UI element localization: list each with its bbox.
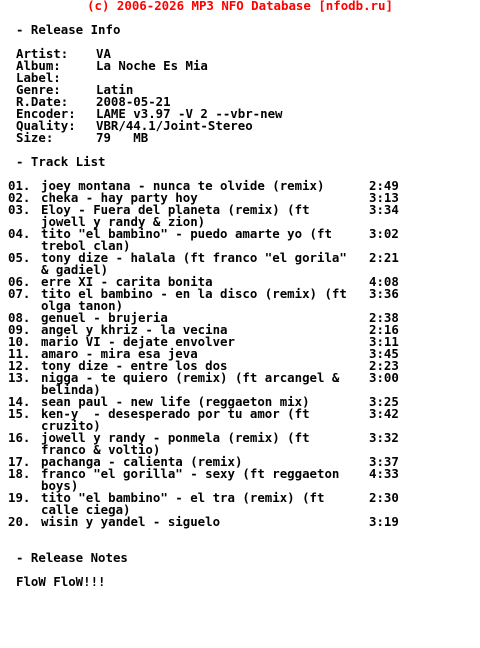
track-number: 05. bbox=[8, 250, 31, 265]
info-label-encoder: Encoder: bbox=[16, 106, 76, 121]
track-number: 06. bbox=[8, 274, 31, 289]
track-duration: 3:36 bbox=[369, 286, 399, 301]
track-title: joey montana - nunca te olvide (remix) bbox=[41, 178, 325, 193]
section-track-list: - Track List bbox=[16, 154, 106, 169]
track-row bbox=[8, 372, 478, 396]
track-duration: 2:23 bbox=[369, 358, 399, 373]
track-number: 09. bbox=[8, 322, 31, 337]
track-duration: 4:08 bbox=[369, 274, 399, 289]
track-duration: 3:13 bbox=[369, 190, 399, 205]
track-title: genuel - brujeria bbox=[41, 310, 168, 325]
info-label-quality: Quality: bbox=[16, 118, 76, 133]
track-title: tony dize - entre los dos bbox=[41, 358, 228, 373]
track-row bbox=[8, 468, 478, 492]
track-number: 08. bbox=[8, 310, 31, 325]
track-row bbox=[8, 516, 478, 540]
release-notes-text: FloW FloW!!! bbox=[16, 574, 106, 589]
track-title: amaro - mira esa jeva bbox=[41, 346, 198, 361]
track-duration: 3:19 bbox=[369, 514, 399, 529]
track-number: 01. bbox=[8, 178, 31, 193]
track-number: 03. bbox=[8, 202, 31, 217]
info-value-size: 79 MB bbox=[96, 130, 149, 145]
info-value-album: La Noche Es Mia bbox=[96, 58, 208, 73]
info-label-label: Label: bbox=[16, 70, 61, 85]
track-number: 10. bbox=[8, 334, 31, 349]
track-title: Eloy - Fuera del planeta (remix) (ft jowell y randy & zion) bbox=[41, 202, 318, 229]
track-number: 11. bbox=[8, 346, 31, 361]
track-number: 14. bbox=[8, 394, 31, 409]
track-number: 20. bbox=[8, 514, 31, 529]
track-duration: 3:25 bbox=[369, 394, 399, 409]
track-title: tito el bambino - en la disco (remix) (ft olga tanon) bbox=[41, 286, 355, 313]
info-value-encoder: LAME v3.97 -V 2 --vbr-new bbox=[96, 106, 283, 121]
track-title: franco "el gorilla" - sexy (ft reggaeton boys) bbox=[41, 466, 347, 493]
track-duration: 3:34 bbox=[369, 202, 399, 217]
track-title: tito "el bambino" - el tra (remix) (ft calle ciega) bbox=[41, 490, 332, 517]
track-duration: 2:38 bbox=[369, 310, 399, 325]
track-title: cheka - hay party hoy bbox=[41, 190, 198, 205]
track-title: sean paul - new life (reggaeton mix) bbox=[41, 394, 310, 409]
info-label-size: Size: bbox=[16, 130, 54, 145]
track-title: jowell y randy - ponmela (remix) (ft franco & voltio) bbox=[41, 430, 318, 457]
track-number: 12. bbox=[8, 358, 31, 373]
track-duration: 2:21 bbox=[369, 250, 399, 265]
track-duration: 3:37 bbox=[369, 454, 399, 469]
track-title: mario VI - dejate envolver bbox=[41, 334, 235, 349]
track-number: 15. bbox=[8, 406, 31, 421]
track-number: 02. bbox=[8, 190, 31, 205]
track-duration: 3:45 bbox=[369, 346, 399, 361]
info-label-release-date: R.Date: bbox=[16, 94, 69, 109]
info-value-quality: VBR/44.1/Joint-Stereo bbox=[96, 118, 253, 133]
track-duration: 3:42 bbox=[369, 406, 399, 421]
track-row bbox=[8, 204, 478, 228]
track-duration: 3:32 bbox=[369, 430, 399, 445]
info-value-artist: VA bbox=[96, 46, 111, 61]
track-title: ken-y - desesperado por tu amor (ft cruzito) bbox=[41, 406, 318, 433]
track-title: angel y khriz - la vecina bbox=[41, 322, 228, 337]
track-number: 17. bbox=[8, 454, 31, 469]
track-duration: 4:33 bbox=[369, 466, 399, 481]
copyright-banner: (c) 2006-2026 MP3 NFO Database [nfodb.ru] bbox=[87, 0, 393, 13]
track-title: erre XI - carita bonita bbox=[41, 274, 213, 289]
track-duration: 3:00 bbox=[369, 370, 399, 385]
track-title: nigga - te quiero (remix) (ft arcangel & belinda) bbox=[41, 370, 347, 397]
track-number: 13. bbox=[8, 370, 31, 385]
track-row bbox=[8, 408, 478, 432]
info-value-release-date: 2008-05-21 bbox=[96, 94, 171, 109]
track-number: 16. bbox=[8, 430, 31, 445]
track-row bbox=[8, 492, 478, 516]
track-duration: 2:49 bbox=[369, 178, 399, 193]
track-number: 04. bbox=[8, 226, 31, 241]
track-duration: 3:02 bbox=[369, 226, 399, 241]
track-title: tito "el bambino" - puedo amarte yo (ft trebol clan) bbox=[41, 226, 340, 253]
section-release-notes: - Release Notes bbox=[16, 550, 128, 565]
info-label-genre: Genre: bbox=[16, 82, 61, 97]
track-title: wisin y yandel - siguelo bbox=[41, 514, 221, 529]
track-row bbox=[8, 228, 478, 252]
track-number: 07. bbox=[8, 286, 31, 301]
track-title: pachanga - calienta (remix) bbox=[41, 454, 243, 469]
track-number: 19. bbox=[8, 490, 31, 505]
section-release-info: - Release Info bbox=[16, 22, 121, 37]
track-duration: 2:30 bbox=[369, 490, 399, 505]
track-row bbox=[8, 288, 478, 312]
track-duration: 3:11 bbox=[369, 334, 399, 349]
track-row bbox=[8, 432, 478, 456]
info-label-album: Album: bbox=[16, 58, 61, 73]
track-row bbox=[8, 252, 478, 276]
info-value-genre: Latin bbox=[96, 82, 134, 97]
info-label-artist: Artist: bbox=[16, 46, 69, 61]
track-number: 18. bbox=[8, 466, 31, 481]
track-title: tony dize - halala (ft franco "el gorila" & gadiel) bbox=[41, 250, 355, 277]
track-duration: 2:16 bbox=[369, 322, 399, 337]
